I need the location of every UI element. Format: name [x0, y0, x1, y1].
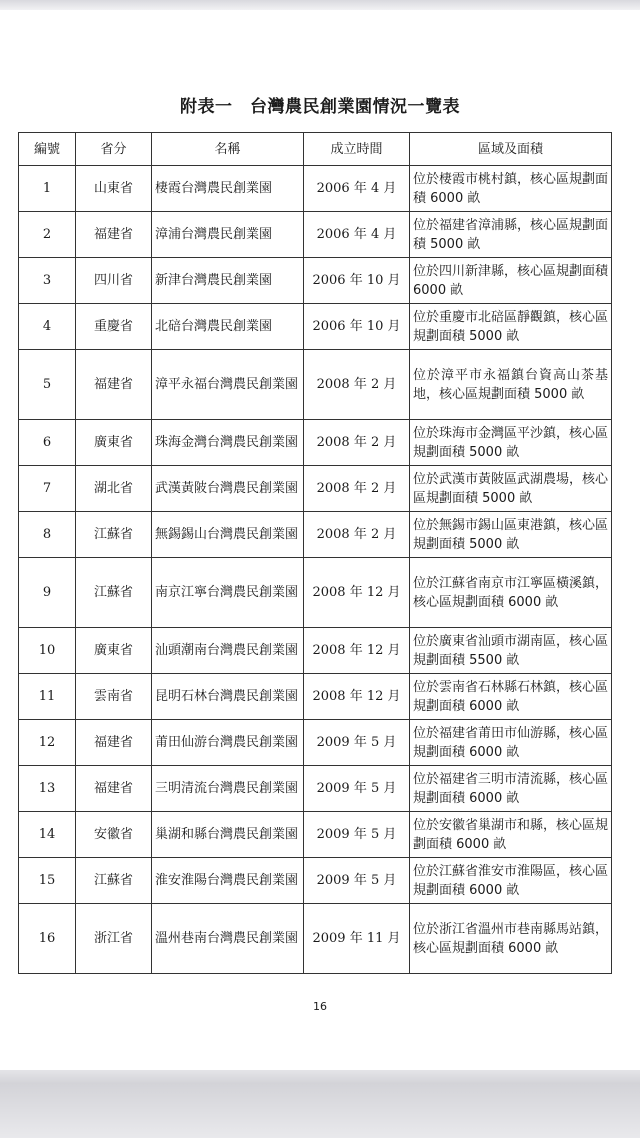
cell-area: 位於珠海市金灣區平沙鎮，核心區規劃面積 5000 畝	[410, 420, 612, 466]
table-row	[19, 720, 612, 766]
cell-province: 浙江省	[76, 904, 152, 974]
cell-number: 8	[19, 512, 76, 558]
cell-area: 位於福建省漳浦縣，核心區規劃面積 5000 畝	[410, 212, 612, 258]
cell-date: 2008 年 12 月	[304, 558, 410, 628]
cell-area: 位於福建省莆田市仙游縣，核心區規劃面積 6000 畝	[410, 720, 612, 766]
cell-area: 位於重慶市北碚區靜觀鎮，核心區規劃面積 5000 畝	[410, 304, 612, 350]
cell-number: 13	[19, 766, 76, 812]
cell-province: 廣東省	[76, 628, 152, 674]
cell-number: 4	[19, 304, 76, 350]
cell-date: 2008 年 2 月	[304, 466, 410, 512]
cell-name: 武漢黃陂台灣農民創業園	[152, 466, 304, 512]
cell-area: 位於四川新津縣，核心區規劃面積 6000 畝	[410, 258, 612, 304]
cell-date: 2006 年 4 月	[304, 166, 410, 212]
table-row	[19, 512, 612, 558]
cell-area: 位於江蘇省淮安市淮陽區，核心區規劃面積 6000 畝	[410, 858, 612, 904]
column-header-date: 成立時間	[304, 133, 410, 166]
cell-date: 2009 年 5 月	[304, 858, 410, 904]
viewer-top-edge	[0, 0, 640, 10]
cell-number: 7	[19, 466, 76, 512]
cell-date: 2006 年 10 月	[304, 258, 410, 304]
table-body	[19, 166, 612, 974]
header-row	[19, 133, 612, 166]
cell-area: 位於棲霞市桃村鎮，核心區規劃面積 6000 畝	[410, 166, 612, 212]
table-row	[19, 858, 612, 904]
cell-area: 位於雲南省石林縣石林鎮，核心區規劃面積 6000 畝	[410, 674, 612, 720]
table-row	[19, 166, 612, 212]
cell-province: 福建省	[76, 212, 152, 258]
cell-area: 位於無錫市錫山區東港鎮，核心區規劃面積 5000 畝	[410, 512, 612, 558]
cell-area: 位於漳平市永福鎮台資高山茶基地，核心區規劃面積 5000 畝	[410, 350, 612, 420]
cell-province: 福建省	[76, 766, 152, 812]
cell-number: 16	[19, 904, 76, 974]
cell-date: 2009 年 5 月	[304, 812, 410, 858]
cell-date: 2006 年 4 月	[304, 212, 410, 258]
cell-number: 2	[19, 212, 76, 258]
cell-name: 昆明石林台灣農民創業園	[152, 674, 304, 720]
table-row	[19, 212, 612, 258]
cell-name: 無錫錫山台灣農民創業園	[152, 512, 304, 558]
cell-name: 莆田仙游台灣農民創業園	[152, 720, 304, 766]
cell-area: 位於安徽省巢湖市和縣，核心區規劃面積 6000 畝	[410, 812, 612, 858]
cell-name: 淮安淮陽台灣農民創業園	[152, 858, 304, 904]
cell-province: 江蘇省	[76, 558, 152, 628]
cell-number: 11	[19, 674, 76, 720]
cell-number: 5	[19, 350, 76, 420]
cell-name: 珠海金灣台灣農民創業園	[152, 420, 304, 466]
cell-province: 福建省	[76, 350, 152, 420]
table-row	[19, 258, 612, 304]
cell-date: 2008 年 12 月	[304, 674, 410, 720]
cell-area: 位於浙江省溫州市巷南縣馬站鎮，核心區規劃面積 6000 畝	[410, 904, 612, 974]
table-row	[19, 466, 612, 512]
cell-name: 南京江寧台灣農民創業園	[152, 558, 304, 628]
cell-date: 2008 年 2 月	[304, 512, 410, 558]
cell-name: 汕頭潮南台灣農民創業園	[152, 628, 304, 674]
cell-name: 北碚台灣農民創業園	[152, 304, 304, 350]
cell-area: 位於福建省三明市清流縣，核心區規劃面積 6000 畝	[410, 766, 612, 812]
cell-province: 江蘇省	[76, 512, 152, 558]
cell-name: 溫州巷南台灣農民創業園	[152, 904, 304, 974]
cell-date: 2009 年 11 月	[304, 904, 410, 974]
table-row	[19, 350, 612, 420]
cell-number: 9	[19, 558, 76, 628]
cell-area: 位於武漢市黃陂區武湖農場，核心區規劃面積 5000 畝	[410, 466, 612, 512]
cell-name: 漳浦台灣農民創業園	[152, 212, 304, 258]
cell-number: 1	[19, 166, 76, 212]
cell-province: 山東省	[76, 166, 152, 212]
cell-name: 漳平永福台灣農民創業園	[152, 350, 304, 420]
cell-name: 棲霞台灣農民創業園	[152, 166, 304, 212]
cell-date: 2008 年 12 月	[304, 628, 410, 674]
cell-date: 2009 年 5 月	[304, 720, 410, 766]
viewer-bottom-edge	[0, 1070, 640, 1138]
page-number: 16	[313, 1000, 327, 1013]
table-header	[19, 133, 612, 166]
table-row	[19, 304, 612, 350]
cell-province: 廣東省	[76, 420, 152, 466]
cell-date: 2006 年 10 月	[304, 304, 410, 350]
cell-number: 12	[19, 720, 76, 766]
cell-province: 江蘇省	[76, 858, 152, 904]
table-row	[19, 420, 612, 466]
column-header-name: 名稱	[152, 133, 304, 166]
cell-province: 四川省	[76, 258, 152, 304]
cell-date: 2008 年 2 月	[304, 350, 410, 420]
cell-number: 3	[19, 258, 76, 304]
cell-name: 新津台灣農民創業園	[152, 258, 304, 304]
table-row	[19, 558, 612, 628]
cell-number: 10	[19, 628, 76, 674]
table-row	[19, 674, 612, 720]
cell-province: 安徽省	[76, 812, 152, 858]
cell-province: 福建省	[76, 720, 152, 766]
table-row	[19, 766, 612, 812]
parks-table	[18, 132, 612, 974]
table-row	[19, 628, 612, 674]
cell-number: 15	[19, 858, 76, 904]
table-row	[19, 812, 612, 858]
cell-area: 位於江蘇省南京市江寧區橫溪鎮，核心區規劃面積 6000 畝	[410, 558, 612, 628]
cell-number: 14	[19, 812, 76, 858]
cell-province: 雲南省	[76, 674, 152, 720]
column-header-number: 編號	[19, 133, 76, 166]
cell-name: 三明清流台灣農民創業園	[152, 766, 304, 812]
cell-date: 2008 年 2 月	[304, 420, 410, 466]
cell-number: 6	[19, 420, 76, 466]
table-row	[19, 904, 612, 974]
column-header-province: 省分	[76, 133, 152, 166]
column-header-area: 區域及面積	[410, 133, 612, 166]
cell-date: 2009 年 5 月	[304, 766, 410, 812]
page-title: 附表一 台灣農民創業園情況一覽表	[180, 97, 460, 117]
cell-province: 湖北省	[76, 466, 152, 512]
cell-area: 位於廣東省汕頭市湖南區，核心區規劃面積 5500 畝	[410, 628, 612, 674]
cell-name: 巢湖和縣台灣農民創業園	[152, 812, 304, 858]
cell-province: 重慶省	[76, 304, 152, 350]
